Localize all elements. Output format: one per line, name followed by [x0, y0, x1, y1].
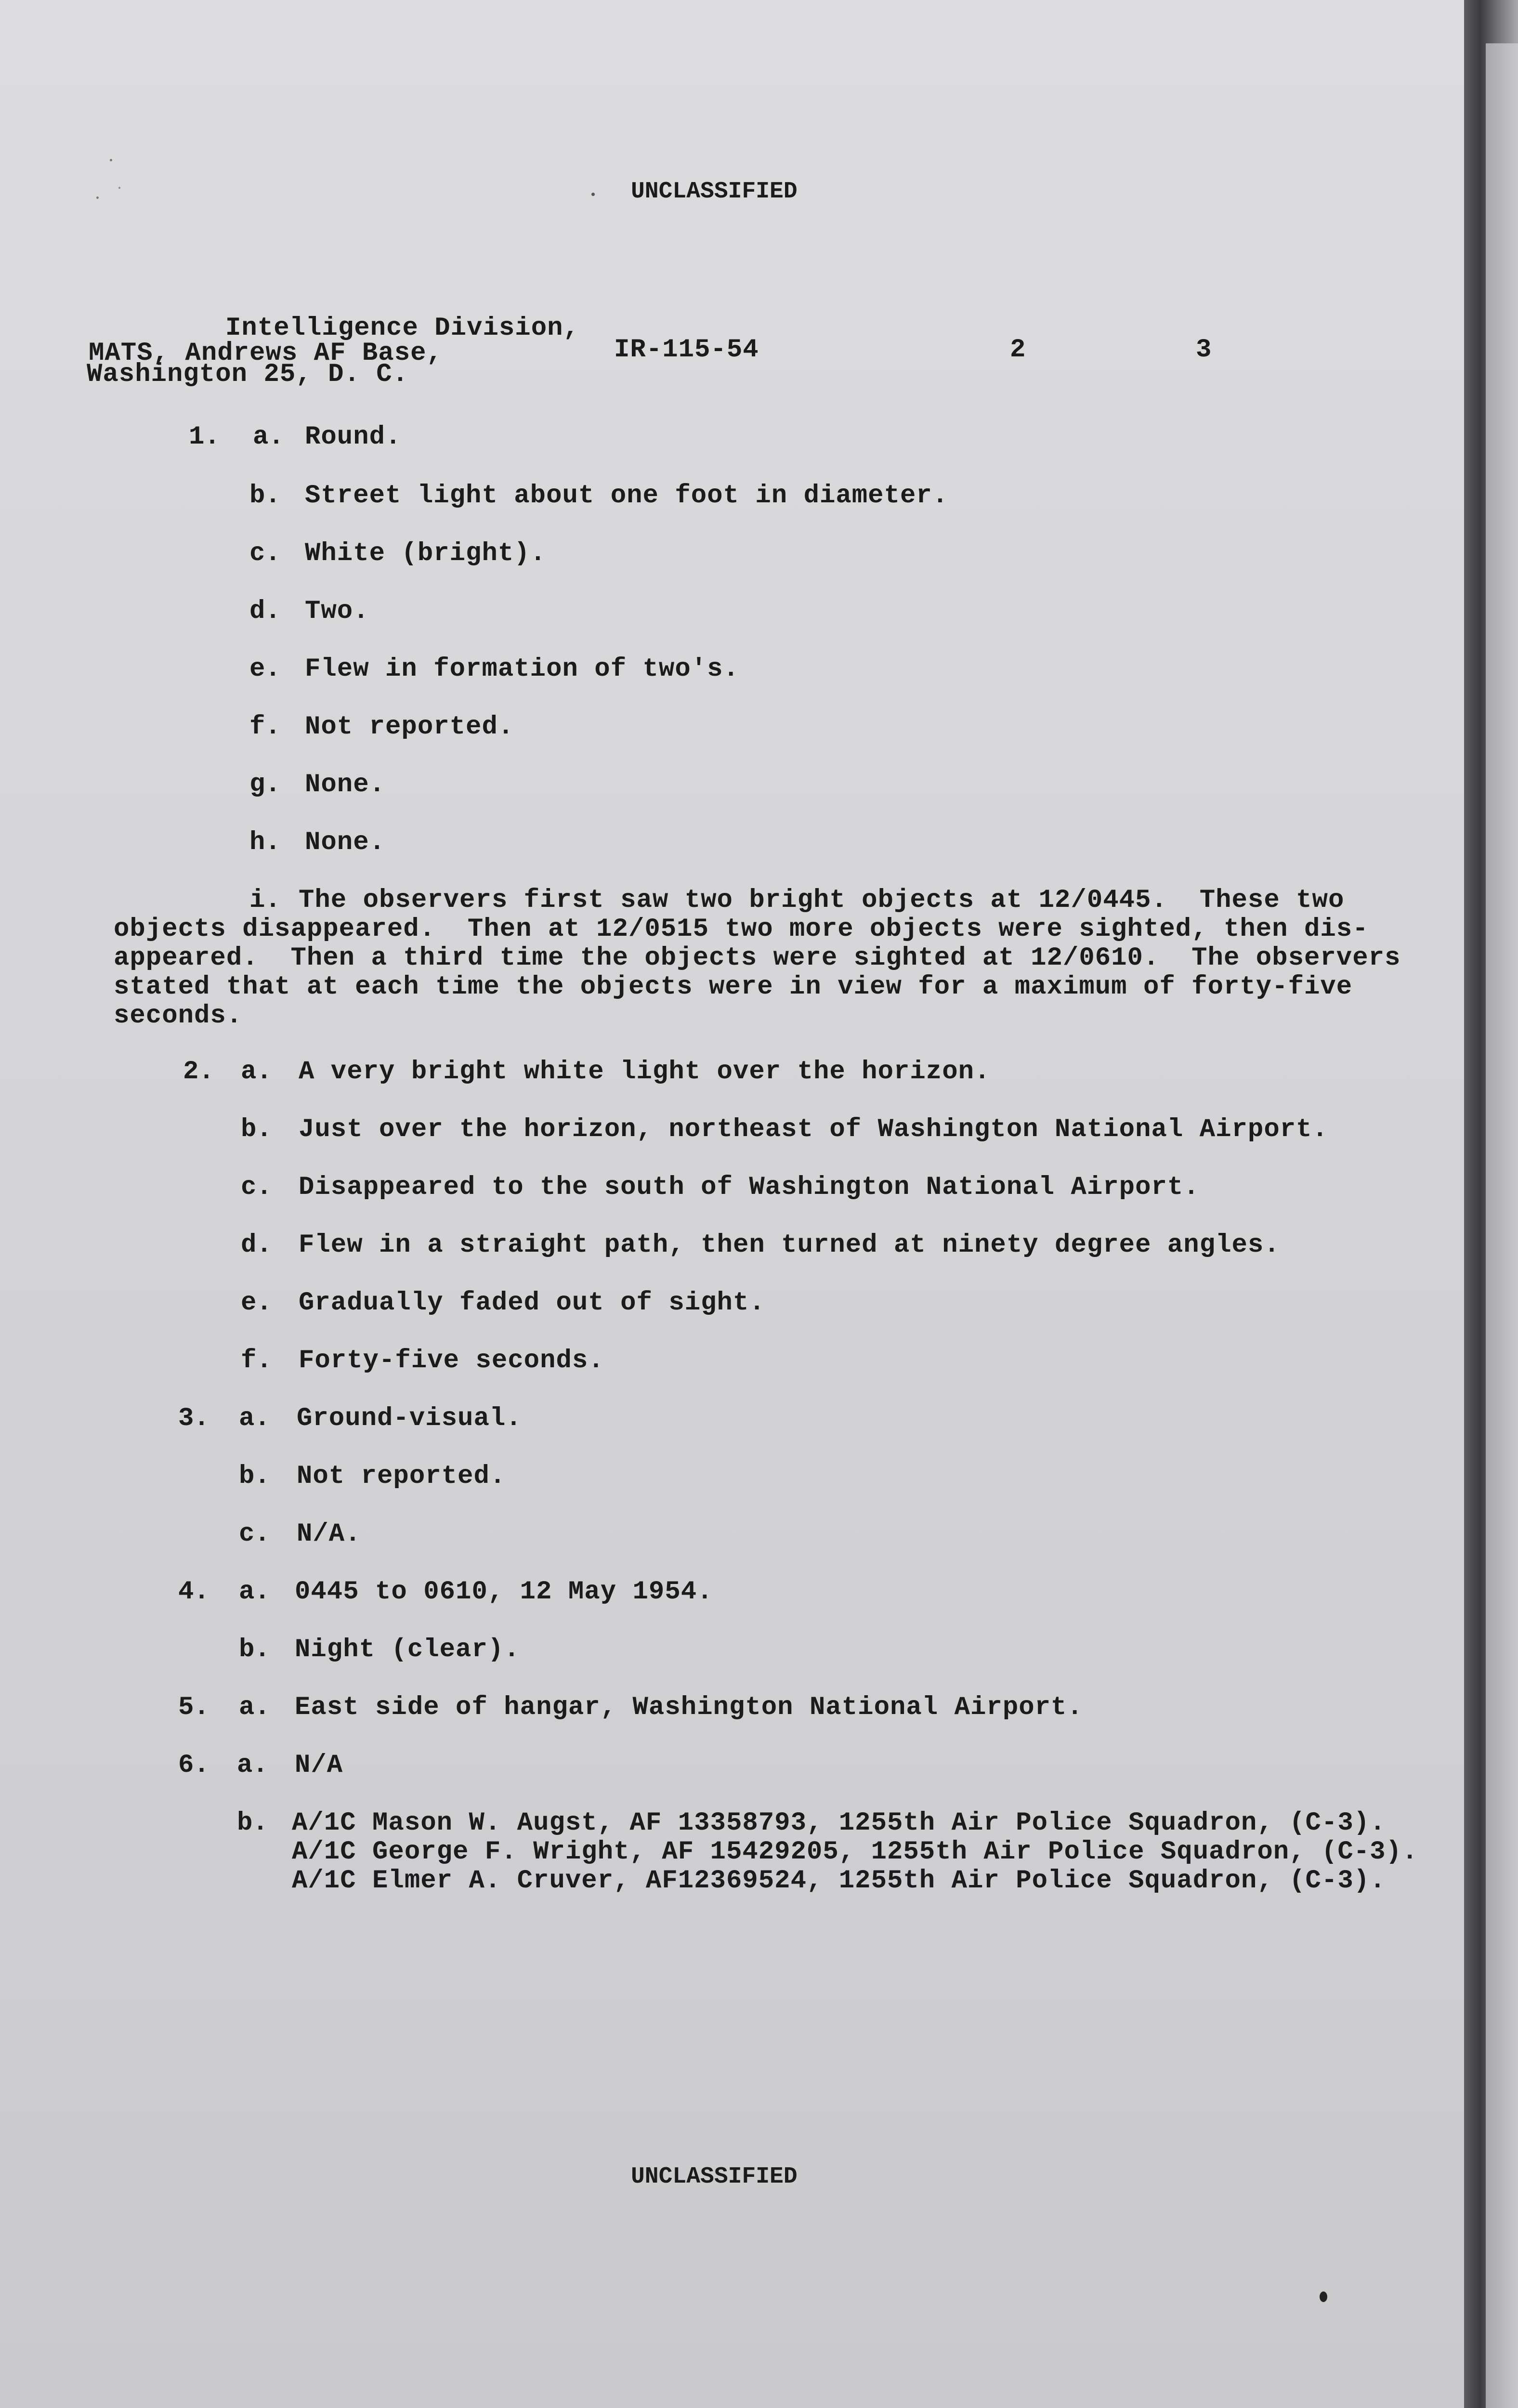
item-1b-text: Street light about one foot in diameter.: [305, 481, 949, 510]
item-3c-text: N/A.: [297, 1519, 361, 1549]
item-2f-label: f.: [241, 1346, 272, 1375]
item-1i-label: i.: [249, 886, 281, 915]
item-1i-line-3: appeared. Then a third time the objects were sighted at 12/0610. The observers: [114, 943, 1401, 973]
item-5a-label: a.: [239, 1693, 270, 1722]
item-2e-text: Gradually faded out of sight.: [299, 1288, 765, 1318]
section-4-number: 4.: [178, 1577, 209, 1607]
item-1c-label: c.: [249, 539, 281, 568]
item-1f-text: Not reported.: [305, 712, 514, 742]
item-1c-text: White (bright).: [305, 539, 547, 568]
item-6b-line-3: A/1C Elmer A. Cruver, AF12369524, 1255th Air Police Squadron, (C-3).: [292, 1866, 1386, 1896]
scan-edge-light: [1486, 43, 1518, 2408]
origin-line-2: MATS, Andrews AF Base,: [89, 339, 443, 368]
item-6a-label: a.: [237, 1751, 268, 1780]
scan-speck: [96, 196, 99, 199]
page-number: 3: [1196, 335, 1212, 365]
item-6a-text: N/A: [295, 1751, 343, 1780]
item-4b-label: b.: [239, 1635, 270, 1664]
item-3b-text: Not reported.: [297, 1462, 506, 1491]
item-3b-label: b.: [239, 1462, 270, 1491]
section-1-number: 1.: [189, 422, 220, 452]
item-4a-text: 0445 to 0610, 12 May 1954.: [295, 1577, 713, 1607]
classification-top: UNCLASSIFIED: [631, 179, 798, 205]
item-1a-text: Round.: [305, 422, 402, 452]
item-2f-text: Forty-five seconds.: [299, 1346, 604, 1375]
section-2-number: 2.: [183, 1057, 214, 1086]
scan-speck: [1320, 2291, 1327, 2302]
item-4b-text: Night (clear).: [295, 1635, 520, 1664]
item-1i-line-4: stated that at each time the objects were in view for a maximum of forty-five: [114, 972, 1353, 1002]
item-3a-text: Ground-visual.: [297, 1404, 522, 1433]
section-5-number: 5.: [178, 1693, 209, 1722]
origin-line-3: Washington 25, D. C.: [87, 360, 409, 389]
item-2c-text: Disappeared to the south of Washington National Airport.: [299, 1173, 1200, 1202]
item-1i-line-2: objects disappeared. Then at 12/0515 two more objects were sighted, then dis-: [114, 915, 1369, 944]
item-2c-label: c.: [241, 1173, 272, 1202]
item-1d-label: d.: [249, 597, 281, 626]
section-6-number: 6.: [178, 1751, 209, 1780]
section-3-number: 3.: [178, 1404, 209, 1433]
item-3c-label: c.: [239, 1519, 270, 1549]
item-2b-label: b.: [241, 1115, 272, 1144]
item-6b-line-1: A/1C Mason W. Augst, AF 13358793, 1255th Air Police Squadron, (C-3).: [292, 1808, 1386, 1838]
item-6b-line-2: A/1C George F. Wright, AF 15429205, 1255th Air Police Squadron, (C-3).: [292, 1837, 1418, 1867]
item-1e-label: e.: [249, 654, 281, 684]
item-1f-label: f.: [249, 712, 281, 742]
item-2e-label: e.: [241, 1288, 272, 1318]
item-4a-label: a.: [239, 1577, 270, 1607]
item-1e-text: Flew in formation of two's.: [305, 654, 739, 684]
item-3a-label: a.: [239, 1404, 270, 1433]
item-2d-label: d.: [241, 1230, 272, 1260]
item-1h-text: None.: [305, 828, 386, 857]
item-2a-text: A very bright white light over the horizon.: [299, 1057, 991, 1086]
item-1h-label: h.: [249, 828, 281, 857]
item-1i-line-5: seconds.: [114, 1001, 243, 1031]
scan-speck: [110, 159, 112, 161]
item-1g-text: None.: [305, 770, 386, 799]
item-2b-text: Just over the horizon, northeast of Washington National Airport.: [299, 1115, 1328, 1144]
item-1g-label: g.: [249, 770, 281, 799]
origin-line-1: Intelligence Division,: [225, 314, 579, 343]
item-1b-label: b.: [249, 481, 281, 510]
item-1a-label: a.: [253, 422, 284, 452]
item-2d-text: Flew in a straight path, then turned at ninety degree angles.: [299, 1230, 1280, 1260]
item-2a-label: a.: [241, 1057, 272, 1086]
item-6b-label: b.: [237, 1808, 268, 1838]
bullet-dot: [591, 193, 595, 196]
item-1i-line-1: The observers first saw two bright objects at 12/0445. These two: [299, 886, 1345, 915]
scan-speck: [118, 187, 120, 189]
item-5a-text: East side of hangar, Washington National Airport.: [295, 1693, 1083, 1722]
classification-bottom: UNCLASSIFIED: [631, 2164, 798, 2190]
item-1d-text: Two.: [305, 597, 369, 626]
report-number: IR-115-54: [614, 335, 759, 365]
page-of: 2: [1010, 335, 1026, 365]
